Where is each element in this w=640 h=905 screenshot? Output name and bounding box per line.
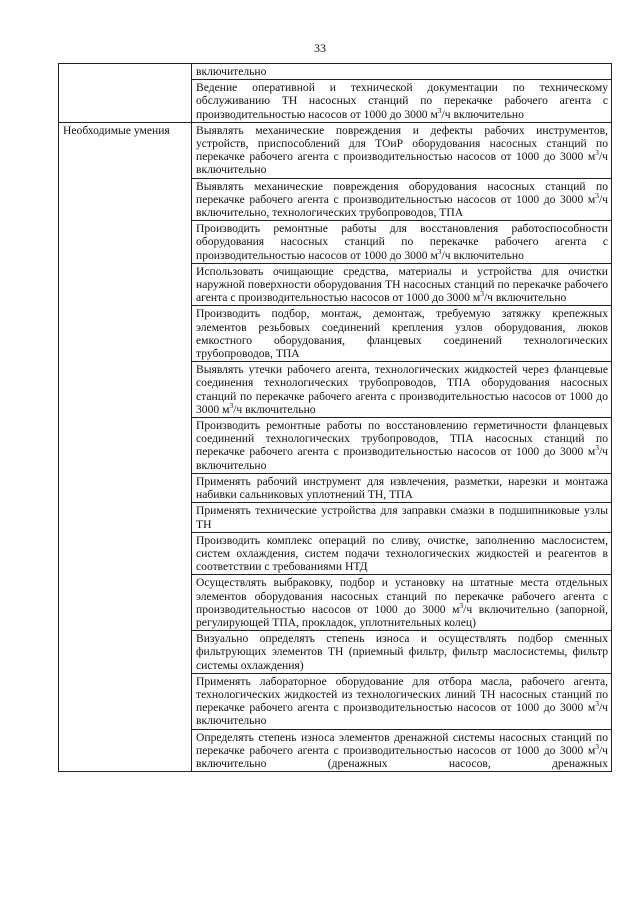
skill-item: Производить комплекс операций по сливу, очистке, заполнению маслосистем, систем охлаждения, систем подачи технологических жидкостей и реагентов в соответствии с требованиями НТД: [192, 532, 612, 575]
skill-item: Применять технические устройства для заправки смазки в подшипниковые узлы ТН: [192, 503, 612, 532]
skill-item: Выявлять механические повреждения оборудования насосных станций по перекачке рабочего агента с производительностью насосов от 1000 до 3000 $м^3/ч$ включительно, технологических трубопроводов, ТПА: [192, 178, 612, 221]
superscript-three: 3: [595, 148, 599, 158]
skill-item: Производить подбор, монтаж, демонтаж, требуемую затяжку крепежных элементов резьбовых соединений крепления узлов оборудования, люков емкостного оборудования, фланцевых соединений технологических трубопроводов, ТПА: [192, 306, 612, 362]
skill-item: Выявлять утечки рабочего агента, технологических жидкостей через фланцевые соединения технологических трубопроводов, ТПА оборудования насосных станций по перекачке рабочего агента с производительностью насосов от 1000 до 3000 $м^3/ч$ включительно: [192, 362, 612, 418]
superscript-three: 3: [437, 246, 442, 256]
superscript-three: 3: [459, 600, 464, 610]
superscript-three: 3: [229, 401, 234, 411]
superscript-three: 3: [595, 741, 599, 751]
skill-item: Визуально определять степень износа и осуществлять подбор сменных фильтрующих элементов ТН (приемный фильтр, фильтр маслосистемы, фильтр системы охлаждения): [192, 631, 612, 674]
superscript-three: 3: [595, 190, 599, 200]
superscript-three: 3: [480, 289, 484, 299]
skills-label-cell: Необходимые умения: [59, 122, 192, 771]
continuation-cell: включительно: [192, 64, 612, 80]
table-row: [59, 64, 612, 80]
empty-label-cell: [59, 64, 192, 123]
skill-item: Применять рабочий инструмент для извлечения, разметки, нарезки и монтажа набивки сальниковых уплотнений ТН, ТПА: [192, 473, 612, 502]
skill-item: Использовать очищающие средства, материалы и устройства для очистки наружной поверхности оборудования ТН насосных станций по перекачке рабочего агента с производительностью насосов от 1000 до 3000 $м^3/ч$ включительно: [192, 263, 612, 306]
superscript-three: 3: [595, 699, 599, 709]
skill-item: Выявлять механические повреждения и дефекты рабочих инструментов, устройств, приспособлений для ТОиР оборудования насосных станций по перекачке рабочего агента с производительностью насосов от 1000 до 3000 $м^3/ч$ включительно: [192, 122, 612, 178]
competency-table: [58, 63, 612, 772]
skill-item: Производить ремонтные работы по восстановлению герметичности фланцевых соединений технологических трубопроводов, ТПА насосных станций по перекачке рабочего агента с производительностью насосов от 1000 до 3000 $м^3/ч$ включительно: [192, 418, 612, 474]
skill-item: Применять лабораторное оборудование для отбора масла, рабочего агента, технологических жидкостей из технологических линий ТН насосных станций по перекачке рабочего агента с производительностью насосов от 1000 до 3000 $м^3/ч$ включительно: [192, 673, 612, 729]
table-row: [59, 122, 612, 178]
skill-item: Осуществлять выбраковку, подбор и установку на штатные места отдельных элементов оборудования насосных станций по перекачке рабочего агента с производительностью насосов от 1000 до 3000 $м^3/ч$ включительно (запорной, регулирующей ТПА, прокладок, уплотнительных колец): [192, 575, 612, 631]
skill-item: Производить ремонтные работы для восстановления работоспособности оборудования насосных станций по перекачке рабочего агента с производительностью насосов от 1000 до 3000 $м^3/ч$ включительно: [192, 221, 612, 264]
superscript-three: 3: [595, 443, 599, 453]
page-number: 33: [314, 41, 326, 55]
work-action-cell: Ведение оперативной и технической документации по техническому обслуживанию ТН насосных станций по перекачке рабочего агента с производительностью насосов от 1000 до 3000 $м^3/ч$ включительно: [192, 80, 612, 123]
superscript-three: 3: [437, 105, 442, 115]
skill-item: Определять степень износа элементов дренажной системы насосных станций по перекачке рабочего агента с производительностью насосов от 1000 до 3000 $м^3/ч$ включительно (дренажных насосов, дренажных: [192, 729, 612, 772]
